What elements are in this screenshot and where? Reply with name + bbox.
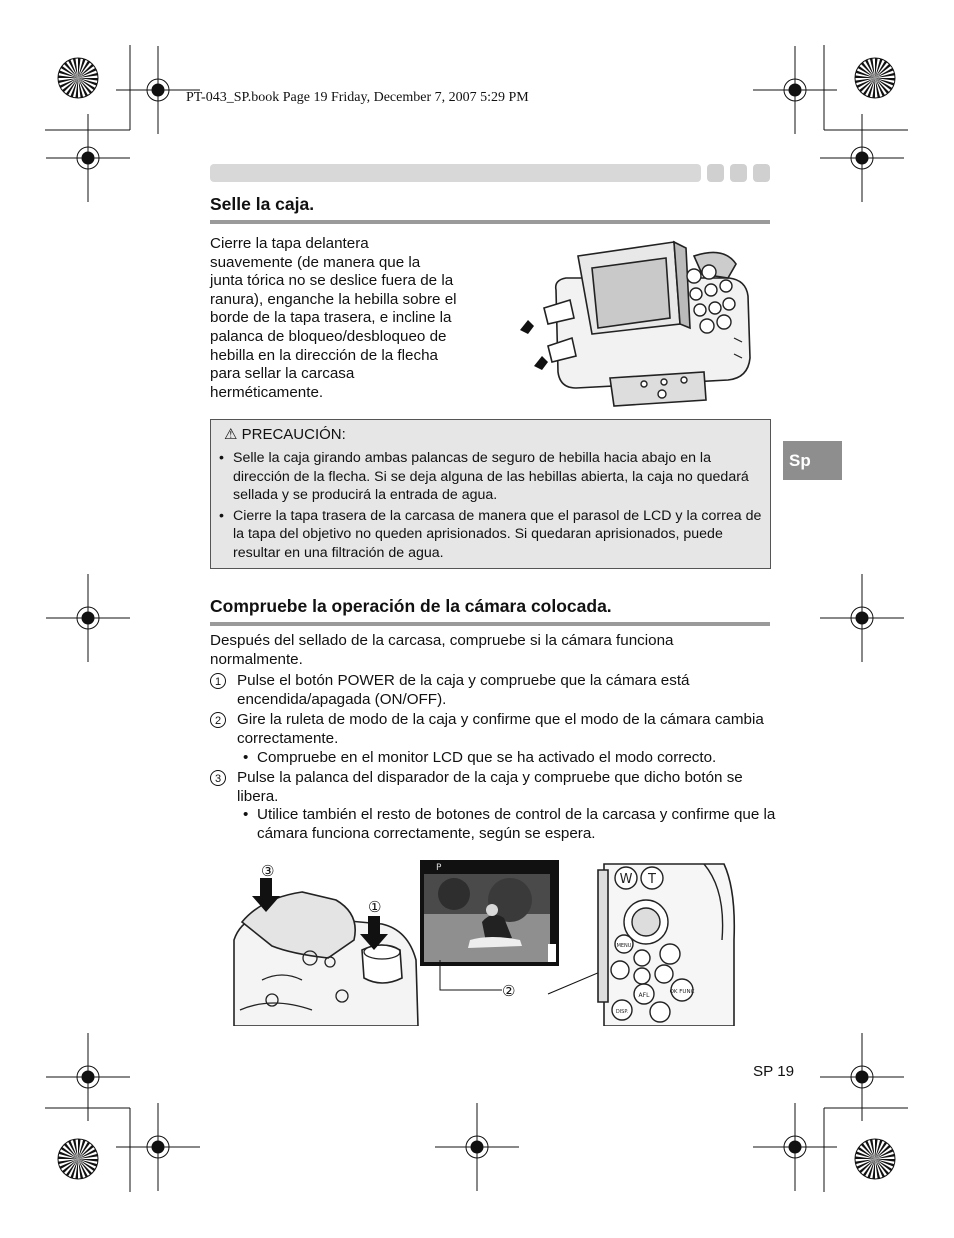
callout-1: ①	[368, 898, 382, 916]
language-tab	[783, 441, 842, 480]
bullet-mark: •	[219, 507, 224, 524]
housing-top-illustration	[232, 860, 422, 1026]
disp-button-label: DISP.	[615, 1009, 629, 1015]
section-title-check-operation: Compruebe la operación de la cámara colocada.	[210, 596, 612, 616]
sub-note	[237, 806, 782, 843]
sub-note-text: Utilice también el resto de botones de control de la carcasa y confirme que la cámara funciona correctamente, según se espera.	[257, 806, 776, 842]
caution-text: Cierre la tapa trasera de la carcasa de manera que el parasol de LCD y la correa de la tapa del objetivo no queden aprisionados. Si quedaran aprisionados, puede resultar en una filtración de agua.	[233, 507, 762, 561]
caution-list	[216, 449, 764, 565]
registration-sunburst	[855, 1139, 895, 1179]
crop-crosshair	[46, 574, 130, 662]
sub-note	[237, 749, 782, 768]
text-line: herméticamente.	[210, 383, 324, 401]
step-number: 2	[210, 712, 226, 728]
crop-crosshair	[820, 114, 904, 202]
warning-icon: ⚠	[224, 426, 238, 443]
caution-title	[224, 425, 346, 443]
text-line: borde de la tapa trasera, e incline la	[210, 309, 452, 327]
section-decoration-square	[753, 164, 770, 182]
step-text: Pulse el botón POWER de la caja y compruebe que la cámara está encendida/apagada (ON/OFF).	[237, 672, 690, 708]
bullet-mark: •	[243, 806, 249, 823]
section-decoration-bar	[210, 164, 701, 182]
check-intro: Después del sellado de la carcasa, compruebe si la cámara funciona normalmente.	[210, 632, 674, 668]
language-tab-label: Sp	[789, 450, 811, 470]
text-line: ranura), enganche la hebilla sobre el	[210, 290, 457, 308]
page-number: SP 19	[753, 1063, 795, 1080]
registration-sunburst	[58, 58, 98, 98]
text-line: palanca de bloqueo/desbloqueo de	[210, 327, 447, 345]
section-title-seal: Selle la caja.	[210, 194, 315, 214]
text-line: para sellar la carcasa	[210, 365, 355, 383]
bullet-mark: •	[219, 450, 224, 466]
lcd-screen-photo	[420, 860, 559, 966]
menu-button-label: MENU	[616, 943, 632, 949]
afl-button-label: AFL	[638, 992, 650, 999]
caution-label: PRECAUCIÓN:	[241, 426, 346, 443]
registration-sunburst	[58, 1139, 98, 1179]
crop-crosshair	[820, 574, 904, 662]
zoom-tele-label: T	[648, 872, 656, 887]
text-line: hebilla en la dirección de la flecha	[210, 346, 438, 364]
file-info-header: PT-043_SP.book Page 19 Friday, December 7, 2007 5:29 PM	[186, 90, 529, 105]
zoom-wide-label: W	[619, 872, 633, 887]
step-item	[210, 672, 775, 709]
crop-crosshair	[435, 1103, 519, 1191]
section-decoration-square	[707, 164, 724, 182]
crop-crosshair	[46, 114, 130, 202]
step-number: 3	[210, 770, 226, 786]
callout-2: ②	[502, 982, 516, 1000]
section-decoration-square	[730, 164, 747, 182]
bullet-mark: •	[243, 749, 249, 766]
ok-func-button-label: OK FUNC	[669, 989, 695, 995]
step-number: 1	[210, 673, 226, 689]
housing-rear-controls-illustration	[594, 860, 740, 1026]
step-text: Pulse la palanca del disparador de la caja y compruebe que dicho botón se libera.	[237, 769, 743, 805]
seal-instructions	[210, 235, 495, 402]
caution-item	[216, 449, 764, 505]
crop-crosshair	[116, 1103, 200, 1191]
sub-note-text: Compruebe en el monitor LCD que se ha activado el modo correcto.	[257, 749, 717, 766]
lcd-mode-indicator: P	[436, 863, 442, 873]
step-text: Gire la ruleta de modo de la caja y confirme que el modo de la cámara cambia correctamente.	[237, 711, 764, 747]
text-line: Cierre la tapa delantera	[210, 235, 369, 252]
underwater-housing-illustration	[514, 238, 770, 410]
caution-text: Selle la caja girando ambas palancas de seguro de hebilla hacia abajo en la dirección de la flecha. Si se deja alguna de las hebillas abierta, la caja no quedará sellada y se producirá la entrada de agua.	[233, 450, 749, 504]
caution-item	[216, 507, 764, 563]
section-rule	[210, 220, 770, 224]
text-line: junta tórica no se deslice fuera de la	[210, 272, 454, 290]
step-item	[210, 769, 775, 806]
section-rule	[210, 622, 770, 626]
text-line: suavemente (de manera que la	[210, 253, 421, 271]
callout-3: ③	[261, 862, 275, 880]
step-item	[210, 711, 775, 748]
registration-sunburst	[855, 58, 895, 98]
